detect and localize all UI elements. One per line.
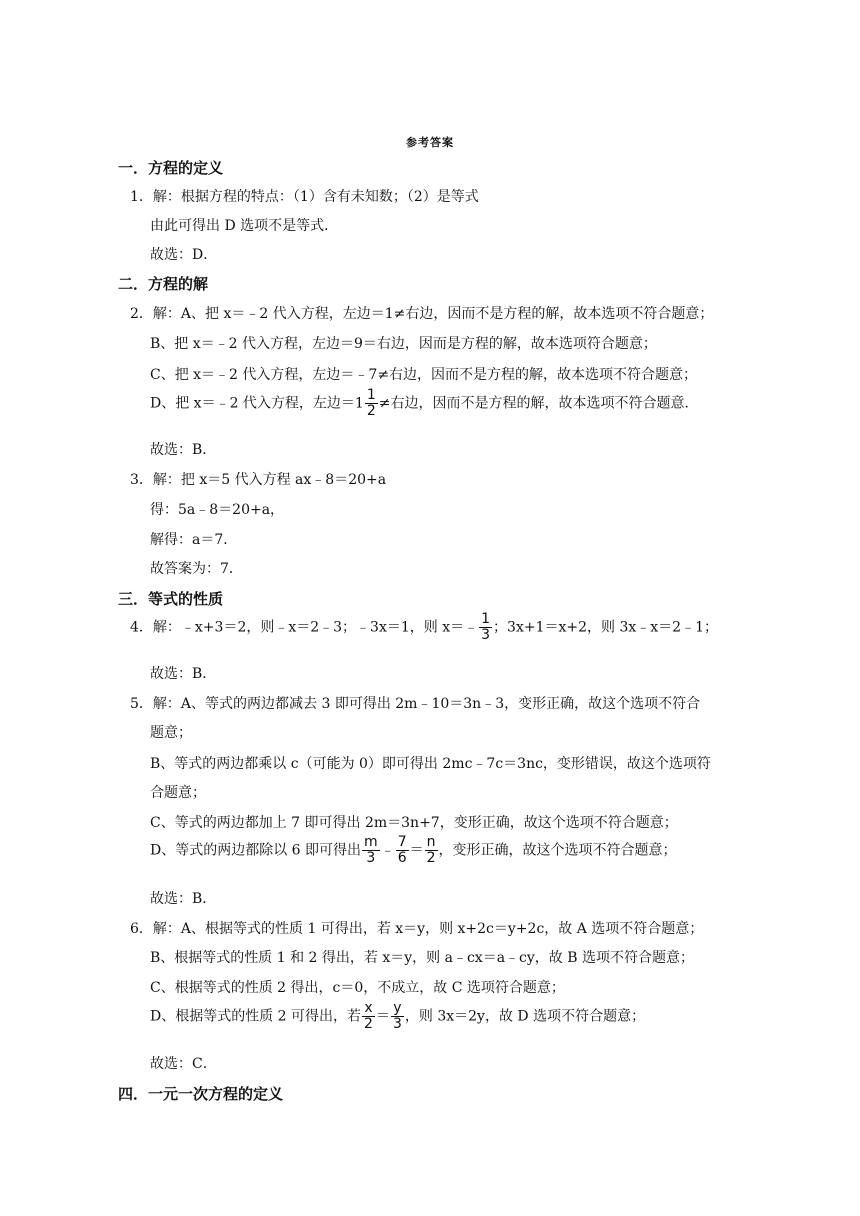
fraction-one-half xyxy=(365,388,378,419)
q6-line-4-start: D、根据等式的性质 2 可得出，若 xyxy=(150,1008,362,1025)
q6-line-4-end: ，则 3x＝2y，故 D 选项不符合题意； xyxy=(404,1008,646,1025)
fraction-y-over-3 xyxy=(391,1001,404,1032)
fraction-numerator: 7 xyxy=(397,834,407,850)
q6-answer: 故选：C． xyxy=(150,1056,217,1072)
q2-line-1: 2．解：A、把 x＝﹣2 代入方程，左边＝1≠右边，因而不是方程的解，故本选项不符合题意； xyxy=(130,306,714,322)
q5-line-2: 题意； xyxy=(150,725,192,741)
q5-line-4: 合题意； xyxy=(150,785,206,801)
fraction-one-third xyxy=(479,612,492,643)
q4-line-1-start: 4．解：﹣x+3＝2，则﹣x＝2﹣3；﹣3x＝1，则 x＝﹣ xyxy=(130,619,479,636)
q2-line-4 xyxy=(150,388,699,419)
q4-answer: 故选：B． xyxy=(150,666,217,682)
q2-line-4-end: ≠右边，因而不是方程的解，故本选项不符合题意． xyxy=(378,395,699,412)
page-title: 参考答案 xyxy=(406,136,454,149)
section-heading-2: 二．方程的解 xyxy=(118,275,209,293)
fraction-numerator: x xyxy=(362,1001,375,1017)
q2-line-4-start: D、把 x＝﹣2 代入方程，左边＝1 xyxy=(150,395,364,412)
section-heading-3: 三．等式的性质 xyxy=(118,590,224,608)
fraction-denominator: 3 xyxy=(481,627,491,643)
fraction-denominator: 6 xyxy=(397,850,407,866)
operator-minus: ﹣ xyxy=(380,842,395,859)
fraction-denominator: 3 xyxy=(392,1016,402,1032)
q5-line-3: B、等式的两边都乘以 c（可能为 0）即可得出 2mc﹣7c＝3nc，变形错误，故这个选项符 xyxy=(150,756,711,772)
q5-line-6-start: D、等式的两边都除以 6 即可得出 xyxy=(150,842,362,859)
q3-line-3: 解得：a＝7． xyxy=(150,532,238,548)
q5-line-6-end: ，变形正确，故这个选项不符合题意； xyxy=(438,842,677,859)
fraction-m-over-3 xyxy=(362,835,380,866)
operator-equals: ＝ xyxy=(375,1008,390,1025)
fraction-x-over-2 xyxy=(362,1001,375,1032)
q3-answer: 故答案为：7． xyxy=(150,561,243,577)
q4-line-1 xyxy=(130,612,718,643)
q6-line-1: 6．解：A、根据等式的性质 1 可得出，若 x＝y，则 x+2c＝y+2c，故 A 选项不符合题意； xyxy=(130,921,704,937)
q6-line-3: C、根据等式的性质 2 得出，c＝0，不成立，故 C 选项符合题意； xyxy=(150,980,565,996)
fraction-numerator: y xyxy=(391,1001,404,1017)
q3-line-1: 3．解：把 x＝5 代入方程 ax﹣8＝20+a xyxy=(130,472,387,488)
q1-line-2: 由此可得出 D 选项不是等式． xyxy=(150,218,339,234)
q6-line-4 xyxy=(150,1001,645,1032)
q2-line-3: C、把 x＝﹣2 代入方程，左边＝﹣7≠右边，因而不是方程的解，故本选项不符合题意； xyxy=(150,367,698,383)
fraction-numerator: m xyxy=(364,834,378,850)
q1-line-1: 1．解：根据方程的特点：（1）含有未知数；（2）是等式 xyxy=(130,189,479,205)
q5-answer: 故选：B． xyxy=(150,891,217,907)
section-heading-1: 一．方程的定义 xyxy=(118,159,224,177)
q5-line-6 xyxy=(150,835,677,866)
q6-line-2: B、根据等式的性质 1 和 2 得出，若 x＝y，则 a﹣cx＝a﹣cy，故 B 选项不符合题意； xyxy=(150,950,694,966)
q4-line-1-end: ；3x+1＝x+2，则 3x﹣x＝2﹣1； xyxy=(493,619,718,636)
section-heading-4: 四．一元一次方程的定义 xyxy=(118,1085,284,1103)
q5-line-5: C、等式的两边都加上 7 即可得出 2m＝3n+7，变形正确，故这个选项不符合题意； xyxy=(150,815,678,831)
fraction-denominator: 2 xyxy=(426,850,436,866)
fraction-numerator: 1 xyxy=(481,611,491,627)
q1-answer: 故选：D． xyxy=(150,247,218,263)
q2-answer: 故选：B． xyxy=(150,442,217,458)
q3-line-2: 得：5a﹣8＝20+a， xyxy=(150,502,285,518)
q5-line-1: 5．解：A、等式的两边都减去 3 即可得出 2m﹣10＝3n﹣3，变形正确，故这个选项不符合 xyxy=(130,696,701,712)
fraction-n-over-2 xyxy=(425,835,438,866)
fraction-denominator: 2 xyxy=(366,403,376,419)
fraction-7-over-6 xyxy=(396,835,409,866)
fraction-numerator: n xyxy=(425,835,438,851)
q2-line-2: B、把 x＝﹣2 代入方程，左边＝9＝右边，因而是方程的解，故本选项符合题意； xyxy=(150,336,657,352)
fraction-numerator: 1 xyxy=(366,387,376,403)
fraction-denominator: 3 xyxy=(366,850,376,866)
fraction-denominator: 2 xyxy=(364,1016,373,1032)
operator-equals: ＝ xyxy=(409,842,424,859)
